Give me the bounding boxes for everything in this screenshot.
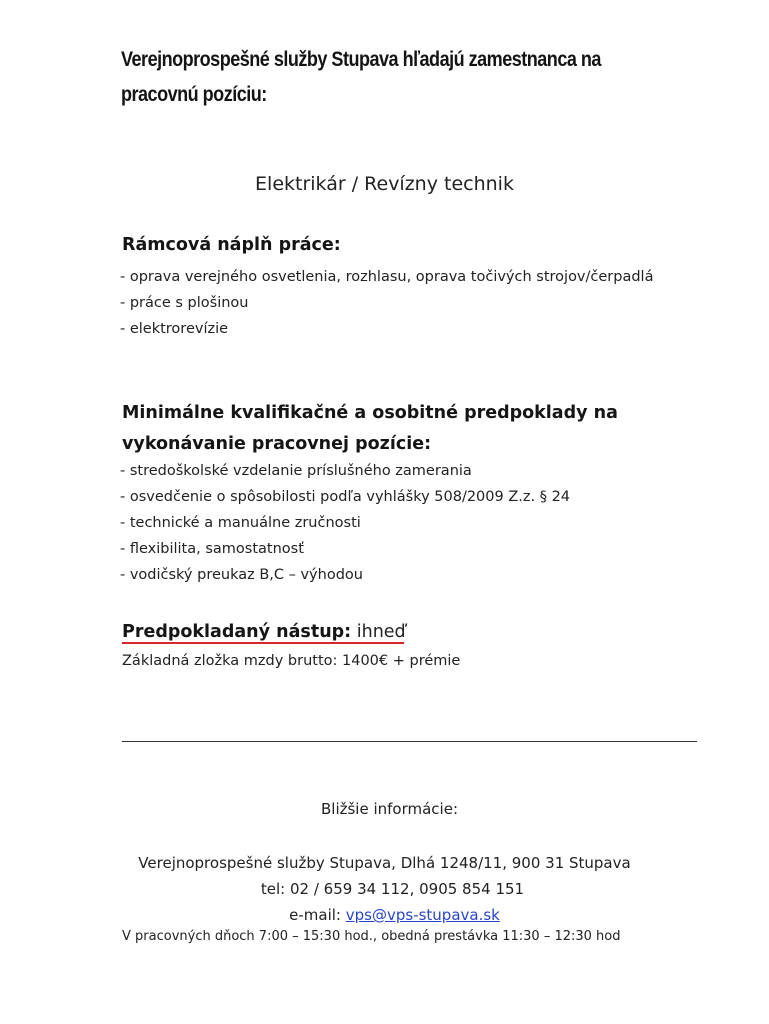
list-item: - práce s plošinou — [120, 295, 249, 311]
contact-address: Verejnoprospešné služby Stupava, Dlhá 1248/11, 900 31 Stupava — [138, 854, 631, 872]
email-link[interactable]: vps@vps-stupava.sk — [345, 906, 500, 924]
duties-list — [120, 264, 653, 342]
red-underline-mark — [122, 642, 404, 644]
list-item: - oprava verejného osvetlenia, rozhlasu, oprava točivých strojov/čerpadlá — [120, 269, 654, 285]
list-item: - vodičský preukaz B,C – výhodou — [120, 567, 363, 583]
list-item: - elektrorevízie — [120, 321, 229, 337]
salary-info: Základná zložka mzdy brutto: 1400€ + prémie — [122, 653, 461, 669]
position-title: Elektrikár / Revízny technik — [255, 173, 514, 195]
start-date-label: Predpokladaný nástup: — [122, 622, 352, 642]
start-date — [122, 620, 406, 644]
list-item: - flexibilita, samostatnosť — [120, 541, 304, 557]
office-hours: V pracovných dňoch 7:00 – 15:30 hod., obedná prestávka 11:30 – 12:30 hod — [122, 929, 621, 944]
list-item: - stredoškolské vzdelanie príslušného zamerania — [120, 463, 472, 479]
contact-phone: tel: 02 / 659 34 112, 0905 854 151 — [260, 880, 525, 898]
list-item: - osvedčenie o spôsobilosti podľa vyhlášky 508/2009 Z.z. § 24 — [120, 489, 571, 505]
requirements-heading-line2: vykonávanie pracovnej pozície: — [122, 434, 432, 454]
requirements-list — [120, 458, 570, 588]
duties-heading: Rámcová náplň práce: — [122, 235, 341, 255]
requirements-heading-line1: Minimálne kvalifikačné a osobitné predpoklady na — [122, 403, 618, 423]
email-label: e-mail: — [289, 906, 346, 924]
contact-email — [0, 906, 769, 924]
divider-line — [122, 741, 697, 742]
start-date-value: ihneď — [351, 622, 406, 642]
list-item: - technické a manuálne zručnosti — [120, 515, 361, 531]
contact-heading: Bližšie informácie: — [320, 800, 458, 818]
page-title: Verejnoprospešné služby Stupava hľadajú zamestnanca na pracovnú pozíciu: — [121, 48, 601, 106]
